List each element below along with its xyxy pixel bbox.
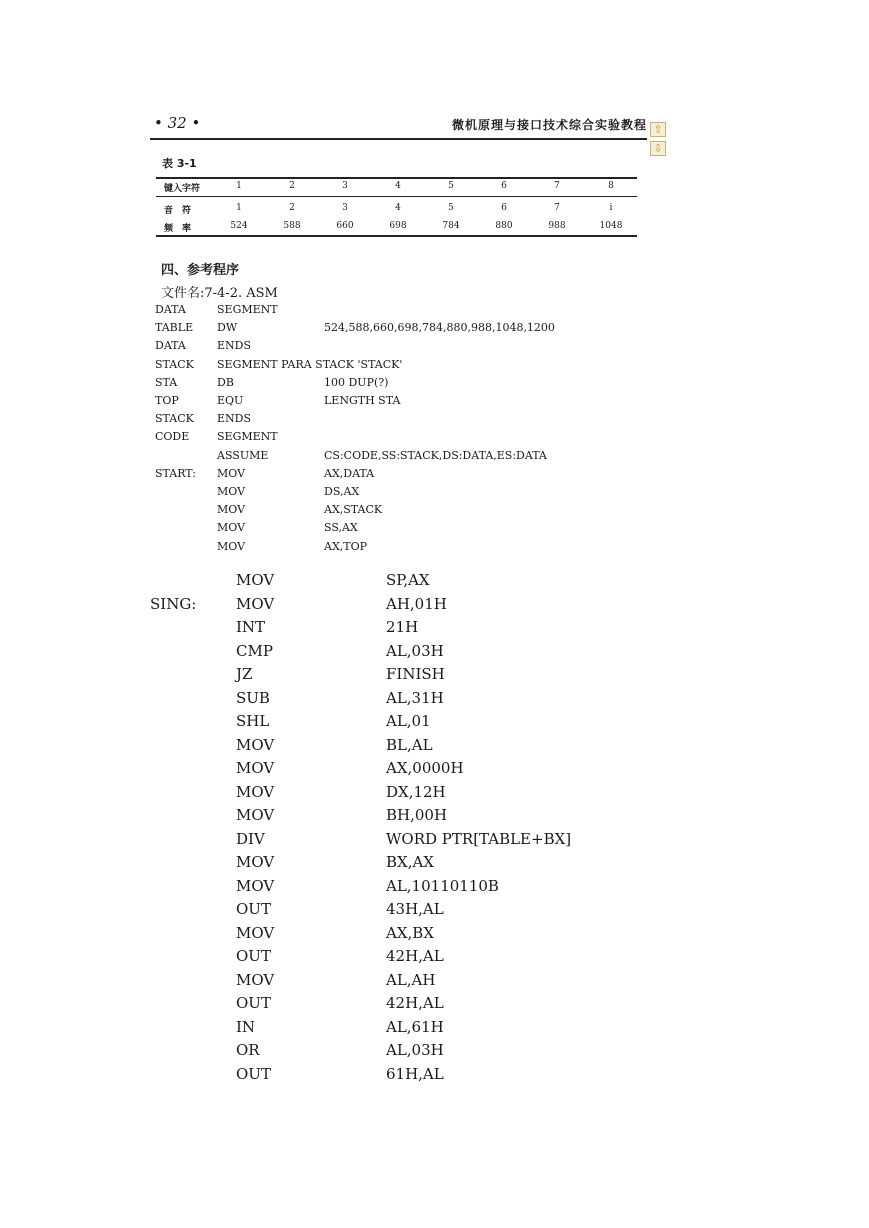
- code-op: ENDS: [217, 412, 252, 426]
- code-arg: CS:CODE,SS:STACK,DS:DATA,ES:DATA: [324, 448, 547, 462]
- code-label: STA: [155, 375, 178, 389]
- code-op: MOV: [236, 782, 275, 801]
- page-header: [150, 114, 647, 138]
- table-cell: 2: [289, 181, 295, 191]
- code-label: STACK: [155, 412, 194, 426]
- code-label: SING:: [150, 594, 197, 613]
- code-arg: 21H: [386, 618, 419, 636]
- table-cell: 988: [548, 221, 566, 231]
- code-op: INT: [236, 618, 266, 636]
- table-cell: 784: [442, 221, 460, 231]
- code-op: SHL: [236, 712, 270, 730]
- code-op: OR: [236, 1041, 260, 1059]
- table-cell: 698: [389, 221, 407, 231]
- table-cell: 4: [395, 203, 401, 213]
- code-op: MOV: [236, 923, 275, 942]
- table-cell: 588: [283, 221, 301, 231]
- table-row-notes: [156, 203, 637, 217]
- code-op: MOV: [217, 539, 246, 553]
- code-op: EQU: [217, 394, 244, 407]
- code-arg: SS,AX: [324, 521, 358, 535]
- header-rule: [150, 138, 647, 140]
- code-label: CODE: [155, 430, 190, 444]
- code-op: OUT: [236, 1064, 271, 1083]
- code-op: DB: [217, 375, 234, 389]
- code-op: JZ: [236, 665, 253, 683]
- table-cell: 3: [342, 181, 348, 191]
- code-op: MOV: [217, 503, 246, 517]
- code-op: ENDS: [217, 339, 252, 353]
- code-arg: 42H,AL: [386, 947, 444, 965]
- code-label: DATA: [155, 339, 186, 353]
- code-arg: BH,00H: [386, 806, 448, 824]
- table-cell: 1: [236, 203, 242, 213]
- table-cell: 3: [342, 203, 348, 213]
- code-op: MOV: [236, 876, 275, 895]
- code-arg: AL,31H: [386, 688, 444, 707]
- code-arg: DS,AX: [324, 485, 360, 498]
- table-cell: 6: [501, 181, 507, 191]
- code-op: SEGMENT PARA STACK 'STACK': [217, 357, 403, 371]
- code-arg: AX,STACK: [324, 503, 383, 517]
- scroll-down-icon[interactable]: ⇩: [650, 141, 666, 156]
- code-arg: 61H,AL: [386, 1064, 444, 1083]
- code-arg: FINISH: [386, 665, 445, 683]
- code-arg: 43H,AL: [386, 900, 444, 918]
- code-label: DATA: [155, 303, 186, 316]
- code-op: MOV: [236, 853, 275, 871]
- code-op: MOV: [217, 485, 246, 498]
- code-arg: AH,01H: [386, 594, 447, 613]
- code-op: MOV: [236, 594, 275, 613]
- table-cell: 5: [448, 181, 454, 191]
- code-arg: AL,10110110B: [386, 876, 499, 895]
- code-op: SEGMENT: [217, 430, 278, 444]
- table-cell: 1048: [599, 221, 623, 231]
- table-caption: 表 3-1: [162, 157, 197, 170]
- code-op: DIV: [236, 829, 265, 848]
- code-arg: AL,61H: [386, 1017, 444, 1036]
- code-arg: AX,0000H: [386, 759, 464, 777]
- table-cell: 7: [554, 181, 560, 191]
- code-op: SEGMENT: [217, 303, 278, 316]
- section-title: 四、参考程序: [161, 263, 240, 278]
- code-arg: AL,01: [386, 712, 431, 730]
- table-header-rule: [156, 196, 637, 197]
- page-number: • 32 •: [154, 114, 201, 132]
- code-arg: SP,AX: [386, 571, 430, 589]
- code-arg: AX,TOP: [324, 539, 368, 553]
- table-row-frequency: [156, 221, 637, 235]
- table-cell: 7: [554, 203, 560, 213]
- code-op: OUT: [236, 947, 271, 965]
- code-op: MOV: [236, 970, 275, 989]
- code-arg: AX,DATA: [324, 466, 375, 480]
- table-cell: 660: [336, 221, 354, 231]
- table-cell: 2: [289, 203, 295, 213]
- code-arg: AL,03H: [386, 1041, 444, 1059]
- code-arg: AL,AH: [386, 970, 436, 989]
- code-op: CMP: [236, 641, 273, 660]
- table-cell: i̇: [609, 203, 613, 213]
- code-arg: 42H,AL: [386, 994, 444, 1012]
- code-arg: WORD PTR[TABLE+BX]: [386, 829, 572, 848]
- code-op: IN: [236, 1017, 256, 1036]
- code-arg: AL,03H: [386, 641, 444, 660]
- code-label: TABLE: [155, 321, 194, 335]
- code-arg: BL,AL: [386, 735, 433, 754]
- table-cell: 4: [395, 181, 401, 191]
- table-cell: 8: [608, 181, 614, 191]
- code-arg: 524,588,660,698,784,880,988,1048,1200: [324, 321, 555, 335]
- code-arg: AX,BX: [386, 923, 434, 942]
- scroll-up-icon[interactable]: ⇧: [650, 122, 666, 137]
- table-cell: 1: [236, 181, 242, 191]
- table-top-rule: [156, 177, 637, 179]
- code-op: MOV: [236, 571, 275, 589]
- row-label: 频 率: [164, 224, 192, 234]
- code-op: MOV: [217, 521, 246, 535]
- code-label: TOP: [155, 394, 179, 407]
- table-cell: 524: [230, 221, 248, 231]
- table-bottom-rule: [156, 235, 637, 237]
- code-op: SUB: [236, 688, 270, 707]
- table-cell: 6: [501, 203, 507, 213]
- book-title: 微机原理与接口技术综合实验教程: [451, 118, 647, 132]
- code-label: START:: [155, 466, 196, 480]
- code-op: DW: [217, 321, 238, 335]
- code-op: MOV: [236, 806, 275, 824]
- code-op: ASSUME: [217, 448, 269, 462]
- file-name: 文件名:7-4-2. ASM: [161, 286, 278, 301]
- table-cell: 880: [495, 221, 513, 231]
- code-op: OUT: [236, 994, 271, 1012]
- code-op: MOV: [236, 759, 275, 777]
- table-row-keys: [156, 181, 637, 195]
- code-op: OUT: [236, 900, 271, 918]
- code-op: MOV: [217, 466, 246, 480]
- row-label: 键入字符: [164, 184, 201, 194]
- code-arg: 100 DUP(?): [324, 375, 389, 389]
- code-op: MOV: [236, 735, 275, 754]
- row-label: 音 符: [164, 206, 192, 216]
- code-arg: BX,AX: [386, 853, 434, 871]
- code-label: STACK: [155, 357, 194, 371]
- code-arg: DX,12H: [386, 782, 446, 801]
- table-cell: 5: [448, 203, 454, 213]
- code-arg: LENGTH STA: [324, 394, 401, 407]
